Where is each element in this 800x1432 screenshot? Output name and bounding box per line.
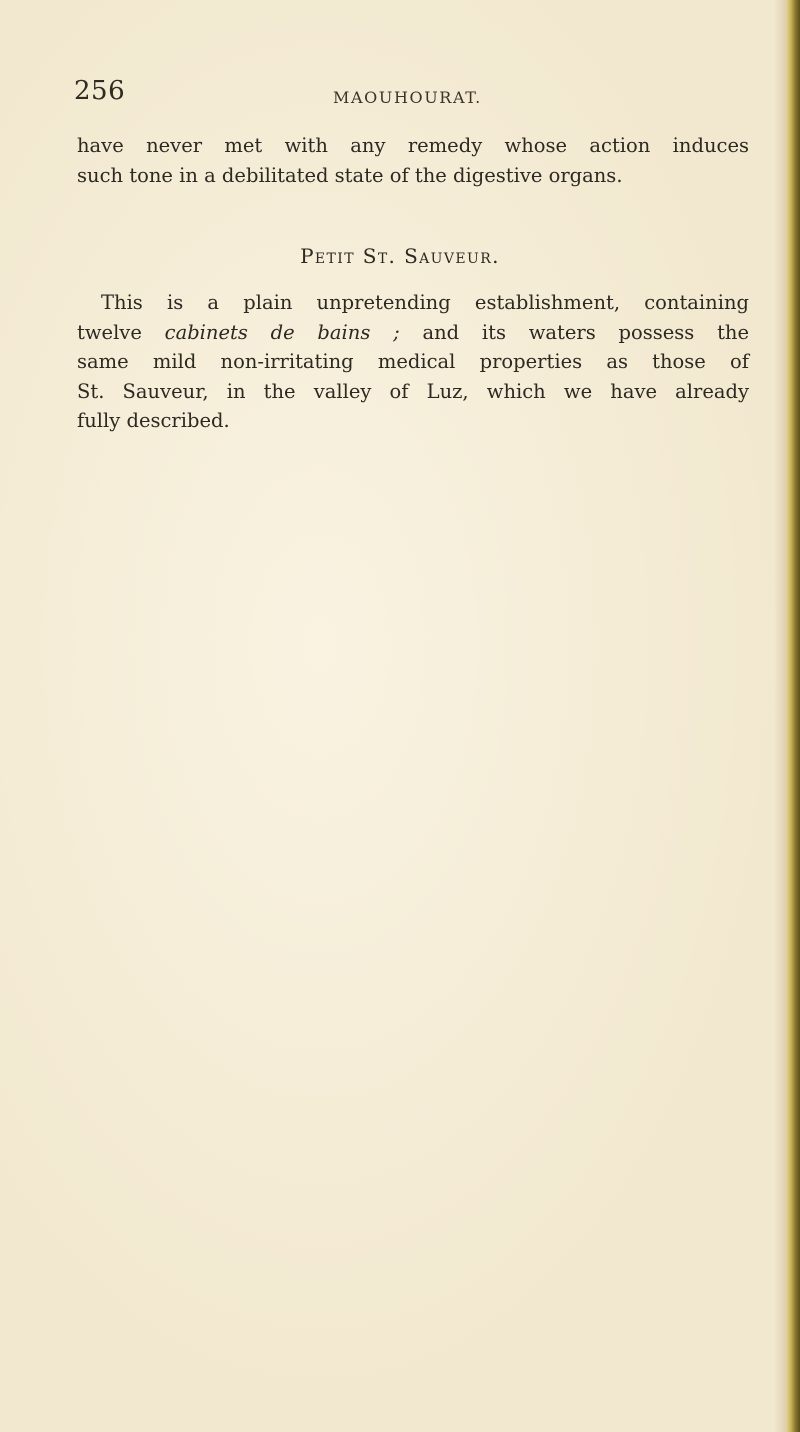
running-head: MAOUHOURAT. xyxy=(333,88,482,107)
paragraph-2-line-2 xyxy=(77,318,749,348)
page-gutter-shadow xyxy=(774,0,786,1432)
paragraph-2-line-2-pre: twelve xyxy=(77,320,142,344)
paragraph-2-line-2-italic: cabinets de bains ; xyxy=(164,320,400,344)
section-heading-text: Petit St. Sauveur. xyxy=(300,244,500,268)
paragraph-2-line-3: same mild non-irritating medical properties as those of xyxy=(77,350,749,373)
section-heading xyxy=(0,244,800,268)
paragraph-1-line-2: such tone in a debilitated state of the digestive organs. xyxy=(77,163,623,187)
paragraph-2-line-4: St. Sauveur, in the valley of Luz, which we have already xyxy=(77,379,749,403)
paragraph-1 xyxy=(77,131,749,190)
paragraph-2-line-2-post: and its waters possess the xyxy=(422,320,750,344)
page-number: 256 xyxy=(74,76,126,106)
paragraph-2-line-5: fully described. xyxy=(77,409,230,432)
paragraph-2 xyxy=(77,288,749,436)
page-edge xyxy=(786,0,800,1432)
paragraph-2-line-1: This is a plain unpretending establishment, containing xyxy=(101,291,749,314)
paragraph-1-line-1: have never met with any remedy whose action induces xyxy=(77,134,749,157)
